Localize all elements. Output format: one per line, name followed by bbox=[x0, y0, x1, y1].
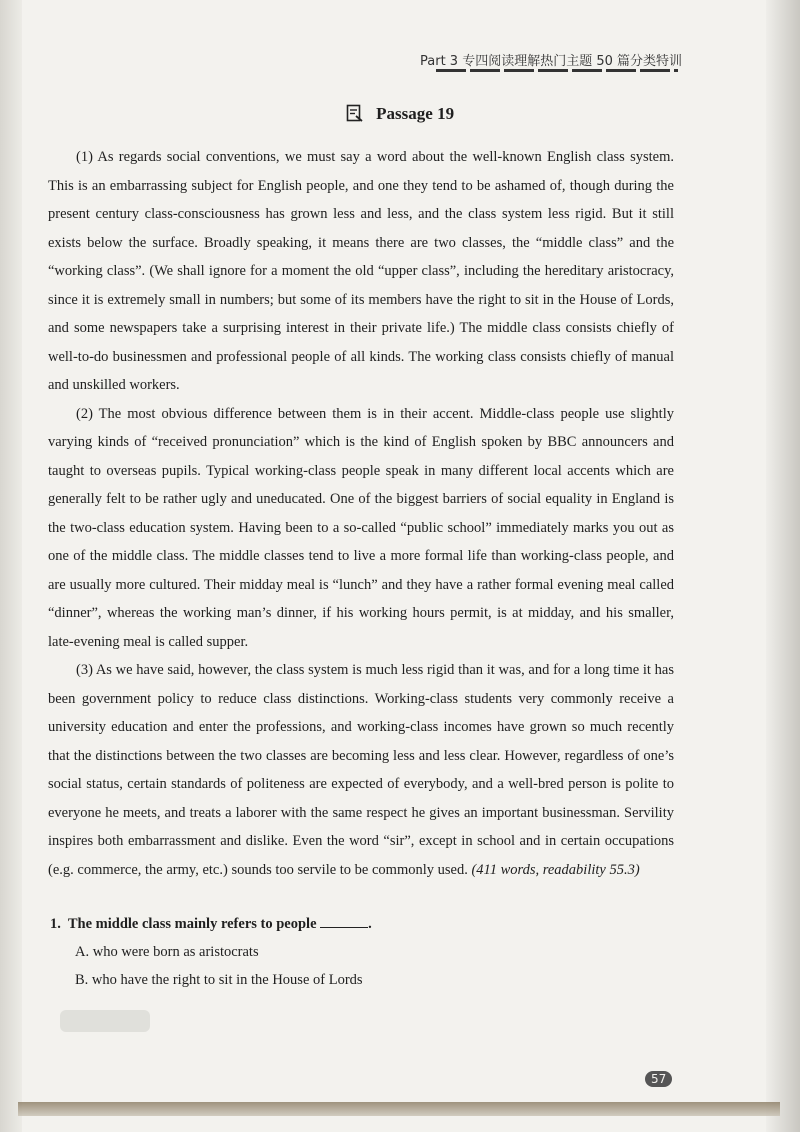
page-bottom-edge bbox=[18, 1102, 780, 1116]
page-edge-right bbox=[766, 0, 800, 1132]
header-rule bbox=[436, 69, 678, 72]
paragraph-3-text: (3) As we have said, however, the class system is much less rigid than it was, and for a long time it has been government policy to reduce class distinctions. Working-class students very commonly receive a university education and enter the professions, and working-class incomes have grown so much recently that the distinctions between the two classes are becoming less and less clear. However, regardless of one’s social status, certain standards of politeness are expected of everybody, and a well-bred person is polite to everyone he meets, and treats a laborer with the same respect he gives an important businessman. Servility inspires both embarrassment and dislike. Even the word “sir”, except in school and in certain occupations (e.g. commerce, the army, etc.) sounds too servile to be commonly used. bbox=[48, 662, 674, 878]
page-number: 57 bbox=[645, 1071, 672, 1087]
question-number: 1. bbox=[50, 916, 61, 932]
paragraph-1: (1) As regards social conventions, we must say a word about the well-known English class system. This is an embarrassing subject for English people, and one they tend to be ashamed of, though during the present century class-consciousness has grown less and less, and the class system less rigid. But it still exists below the surface. Broadly speaking, it means there are two classes, the “middle class” and the “working class”. (We shall ignore for a moment the old “upper class”, including the hereditary aristocracy, since it is extremely small in numbers; but some of its members have the right to sit in the House of Lords, and some newspapers take a surprising interest in their private life.) The middle class consists chiefly of well-to-do businessmen and professional people of all kinds. The working class consists chiefly of manual and unskilled workers. bbox=[48, 149, 674, 393]
question-stem bbox=[50, 910, 670, 938]
word-count-note: (411 words, readability 55.3) bbox=[471, 861, 640, 878]
paragraph-3 bbox=[48, 656, 674, 884]
option-a: A. who were born as aristocrats bbox=[75, 944, 259, 960]
question-stem-end: . bbox=[368, 916, 372, 932]
page-edge-left bbox=[0, 0, 22, 1132]
answer-blank bbox=[320, 913, 368, 928]
document-icon bbox=[346, 104, 364, 127]
passage-title bbox=[0, 104, 800, 127]
bleed-through-smudge bbox=[60, 1010, 150, 1032]
passage-body bbox=[48, 143, 674, 884]
option-b: B. who have the right to sit in the House of Lords bbox=[75, 972, 363, 988]
passage-title-text: Passage 19 bbox=[376, 104, 455, 123]
paragraph-2: (2) The most obvious difference between them is in their accent. Middle-class people use slightly varying kinds of “received pronunciation” which is the kind of English spoken by BBC announcers and taught to overseas pupils. Typical working-class people speak in many different local accents which are generally felt to be rather ugly and uneducated. One of the biggest barriers of social equality in England is the two-class education system. Having been to a so-called “public school” immediately marks you out as one of the middle class. The middle classes tend to live a more formal life than working-class people, and are usually more cultured. Their midday meal is “lunch” and they have a rather formal evening meal called “dinner”, whereas the working man’s dinner, if his working hours permit, is at midday, and his smaller, late-evening meal is called supper. bbox=[48, 405, 674, 650]
running-header: Part 3 专四阅读理解热门主题 50 篇分类特训 bbox=[420, 54, 683, 69]
question-stem-text: The middle class mainly refers to people bbox=[67, 916, 317, 932]
question-1 bbox=[50, 910, 670, 994]
